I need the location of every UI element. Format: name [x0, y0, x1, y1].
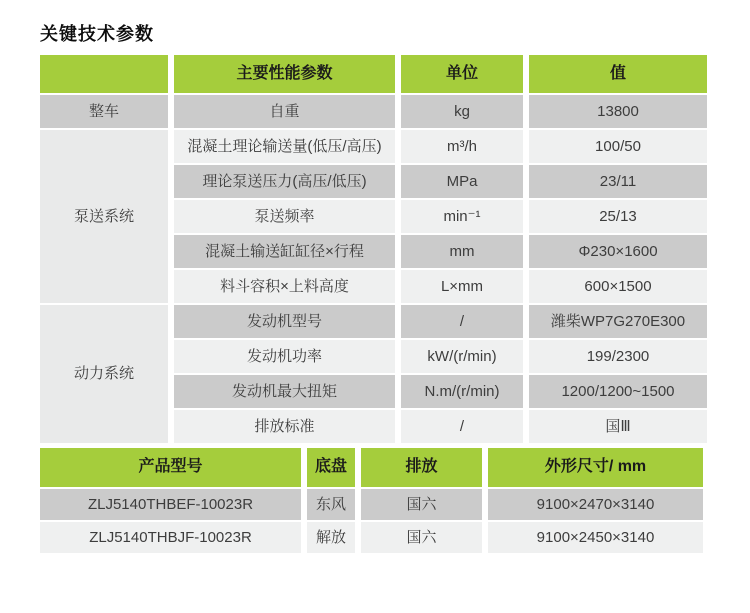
model-header-dimensions: 外形尺寸/ mm — [488, 448, 703, 487]
spec-cell-parameter: 理论泵送压力(高压/低压) — [174, 165, 395, 198]
model-cell-emission: 国六 — [361, 489, 482, 520]
spec-cell-parameter: 泵送频率 — [174, 200, 395, 233]
spec-cell-unit: kW/(r/min) — [401, 340, 523, 373]
spec-cell-unit: min⁻¹ — [401, 200, 523, 233]
spec-cell-value: 600×1500 — [529, 270, 707, 303]
spec-cell-value: 199/2300 — [529, 340, 707, 373]
model-header-chassis: 底盘 — [307, 448, 355, 487]
spec-cell-value: 国Ⅲ — [529, 410, 707, 443]
spec-cell-unit: L×mm — [401, 270, 523, 303]
model-header-emission: 排放 — [361, 448, 482, 487]
spec-cell-parameter: 自重 — [174, 95, 395, 128]
spec-cell-unit: MPa — [401, 165, 523, 198]
spec-cell-unit: / — [401, 305, 523, 338]
spec-cell-unit: mm — [401, 235, 523, 268]
model-table — [40, 448, 703, 553]
spec-cell-parameter: 发动机功率 — [174, 340, 395, 373]
model-cell-model: ZLJ5140THBEF-10023R — [40, 489, 301, 520]
spec-cell-parameter: 混凝土理论输送量(低压/高压) — [174, 130, 395, 163]
spec-table — [40, 55, 707, 443]
spec-group-pumping-system: 泵送系统 — [40, 130, 168, 303]
model-cell-chassis: 解放 — [307, 522, 355, 553]
spec-cell-value: 1200/1200~1500 — [529, 375, 707, 408]
model-cell-dimensions: 9100×2450×3140 — [488, 522, 703, 553]
spec-cell-value: 潍柴WP7G270E300 — [529, 305, 707, 338]
spec-cell-unit: N.m/(r/min) — [401, 375, 523, 408]
model-cell-dimensions: 9100×2470×3140 — [488, 489, 703, 520]
spec-cell-value: 23/11 — [529, 165, 707, 198]
spec-cell-parameter: 料斗容积×上料高度 — [174, 270, 395, 303]
spec-cell-value: 100/50 — [529, 130, 707, 163]
spec-cell-value: 25/13 — [529, 200, 707, 233]
spec-cell-parameter: 发动机最大扭矩 — [174, 375, 395, 408]
spec-header-group-cell — [40, 55, 168, 93]
spec-header-parameter: 主要性能参数 — [174, 55, 395, 93]
spec-cell-value: Φ230×1600 — [529, 235, 707, 268]
page-title: 关键技术参数 — [40, 24, 154, 44]
model-header-model: 产品型号 — [40, 448, 301, 487]
spec-cell-parameter: 混凝土输送缸缸径×行程 — [174, 235, 395, 268]
spec-cell-unit: m³/h — [401, 130, 523, 163]
spec-header-unit: 单位 — [401, 55, 523, 93]
spec-header-value: 值 — [529, 55, 707, 93]
spec-cell-value: 13800 — [529, 95, 707, 128]
model-cell-chassis: 东风 — [307, 489, 355, 520]
spec-cell-parameter: 发动机型号 — [174, 305, 395, 338]
model-cell-emission: 国六 — [361, 522, 482, 553]
spec-group-power-system: 动力系统 — [40, 305, 168, 443]
spec-cell-parameter: 排放标准 — [174, 410, 395, 443]
spec-cell-unit: kg — [401, 95, 523, 128]
spec-cell-unit: / — [401, 410, 523, 443]
spec-group-vehicle: 整车 — [40, 95, 168, 128]
model-cell-model: ZLJ5140THBJF-10023R — [40, 522, 301, 553]
